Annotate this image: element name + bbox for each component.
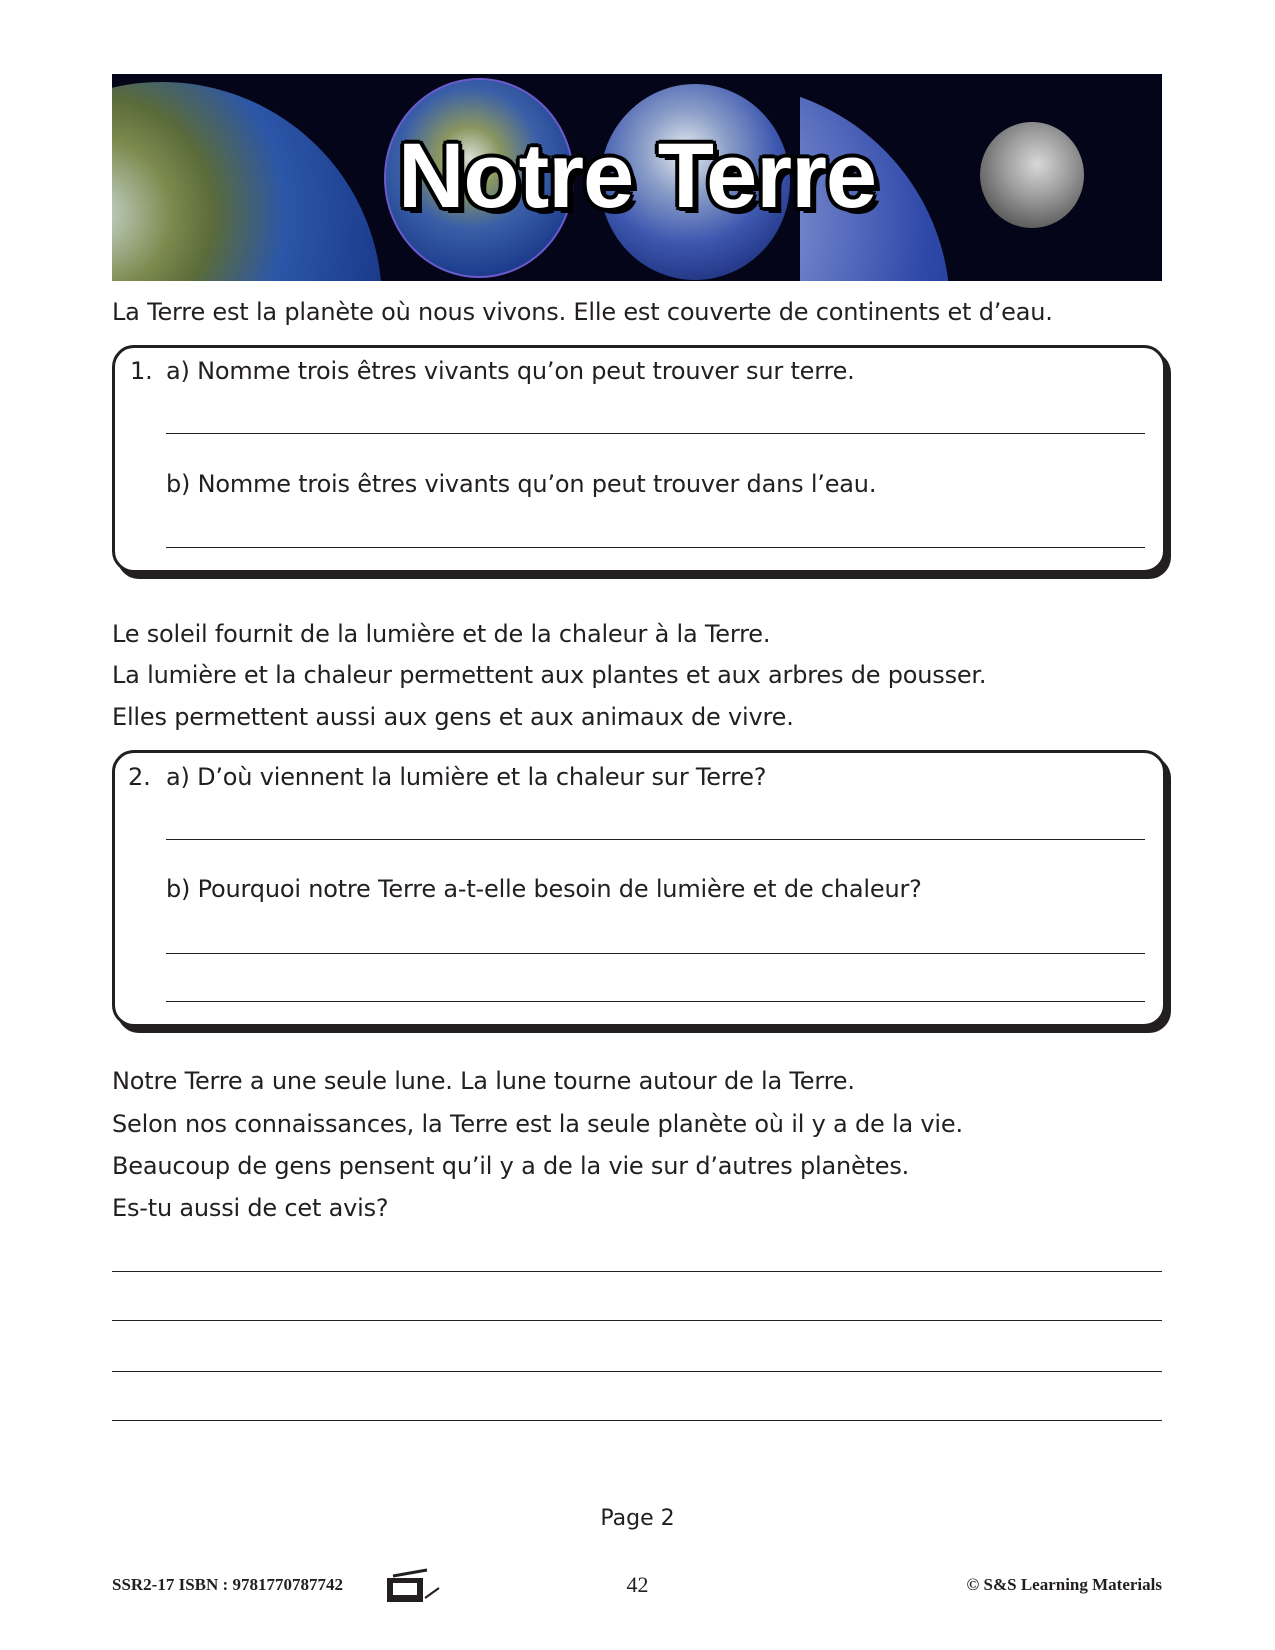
footer-copyright: © S&S Learning Materials [966,1575,1162,1594]
question-1b: b) Nomme trois êtres vivants qu’on peut trouver dans l’eau. [166,470,877,498]
paragraph-3-line: Selon nos connaissances, la Terre est la seule planète où il y a de la vie. [112,1110,963,1138]
title-banner [112,74,1162,281]
footer-isbn: SSR2-17 ISBN : 9781770787742 [112,1575,343,1594]
page-label: Page 2 [600,1506,675,1531]
paragraph-2-line: Le soleil fournit de la lumière et de la chaleur à la Terre. [112,620,771,648]
question-2b: b) Pourquoi notre Terre a-t-elle besoin de lumière et de chaleur? [166,875,922,903]
paragraph-3-line: Es-tu aussi de cet avis? [112,1194,389,1222]
answer-line-1a[interactable] [166,433,1145,434]
answer-line-2a[interactable] [166,839,1145,840]
answer-line-3-3[interactable] [112,1371,1162,1372]
answer-line-3-2[interactable] [112,1320,1162,1321]
footer-page-number: 42 [626,1572,649,1597]
question-2a: a) D’où viennent la lumière et la chaleur sur Terre? [166,763,767,791]
answer-line-3-1[interactable] [112,1271,1162,1272]
answer-line-2b-2[interactable] [166,1001,1145,1002]
answer-line-3-4[interactable] [112,1420,1162,1421]
copier-icon [387,1568,447,1604]
paragraph-2-line: Elles permettent aussi aux gens et aux animaux de vivre. [112,703,794,731]
question-1a: a) Nomme trois êtres vivants qu’on peut trouver sur terre. [166,357,855,385]
page-title: Notre Terre [397,125,877,227]
question-1-number: 1. [130,357,153,385]
paragraph-2-line: La lumière et la chaleur permettent aux plantes et aux arbres de pousser. [112,661,987,689]
question-2-number: 2. [128,763,151,791]
answer-line-2b-1[interactable] [166,953,1145,954]
paragraph-3-line: Beaucoup de gens pensent qu’il y a de la vie sur d’autres planètes. [112,1152,910,1180]
intro-text: La Terre est la planète où nous vivons. Elle est couverte de continents et d’eau. [112,298,1053,326]
paragraph-3-line: Notre Terre a une seule lune. La lune tourne autour de la Terre. [112,1067,855,1095]
answer-line-1b[interactable] [166,547,1145,548]
